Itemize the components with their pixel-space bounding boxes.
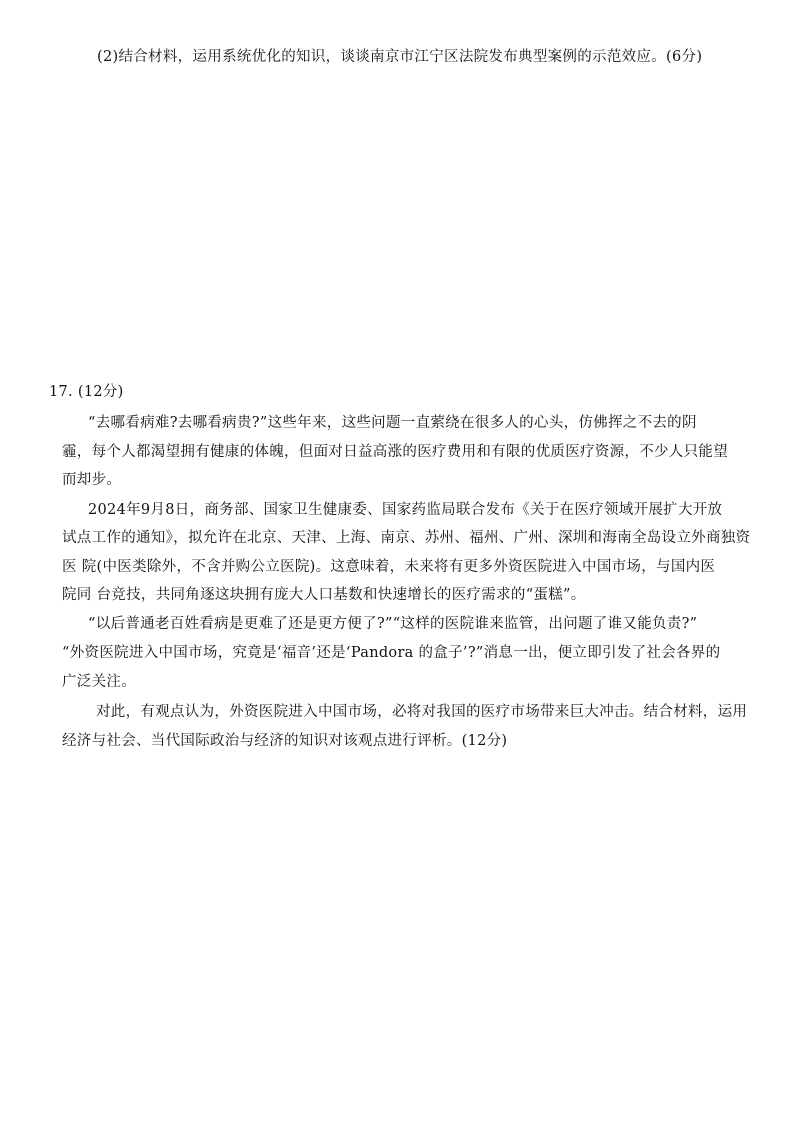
paragraph-line: “以后普通老百姓看病是更难了还是更方便了?”“这样的医院谁来监管，出问题了谁又能负责?” <box>88 616 698 632</box>
paragraph-line: 院同 台竞技，共同角逐这块拥有庞大人口基数和快速增长的医疗需求的“蛋糕”。 <box>62 587 586 603</box>
paragraph-line: “外资医院进入中国市场，究竟是‘福音’还是‘Pandora 的盒子’?”消息一出，便立即引发了社会各界的 <box>62 645 721 661</box>
paragraph-line: “去哪看病难?去哪看病贵?”这些年来，这些问题一直萦绕在很多人的心头，仿佛挥之不去的阴 <box>88 415 697 431</box>
paragraph-line: 广泛关注。 <box>62 674 136 690</box>
paragraph-line: 而却步。 <box>62 472 122 488</box>
paragraph-line: 经济与社会、当代国际政治与经济的知识对该观点进行评析。(12分) <box>62 733 508 749</box>
paragraph-line: 霾，每个人都渴望拥有健康的体魄，但面对日益高涨的医疗费用和有限的优质医疗资源，不少人只能望 <box>62 444 728 460</box>
question-2-prompt: (2)结合材料，运用系统优化的知识，谈谈南京市江宁区法院发布典型案例的示范效应。(6分) <box>97 49 703 65</box>
paragraph-line: 医 院(中医类除外，不含并购公立医院)。这意味着，未来将有更多外资医院进入中国市场，与国内医 <box>62 559 716 575</box>
question-17-number: 17. (12分) <box>49 384 124 400</box>
paragraph-line: 对此，有观点认为，外资医院进入中国市场，必将对我国的医疗市场带来巨大冲击。结合材料，运用 <box>96 704 748 720</box>
paragraph-line: 2024年9月8日，商务部、国家卫生健康委、国家药监局联合发布《关于在医疗领域开展扩大开放 <box>88 502 723 518</box>
paragraph-line: 试点工作的通知》，拟允许在北京、天津、上海、南京、苏州、福州、广州、深圳和海南全岛设立外商独资 <box>62 530 751 546</box>
